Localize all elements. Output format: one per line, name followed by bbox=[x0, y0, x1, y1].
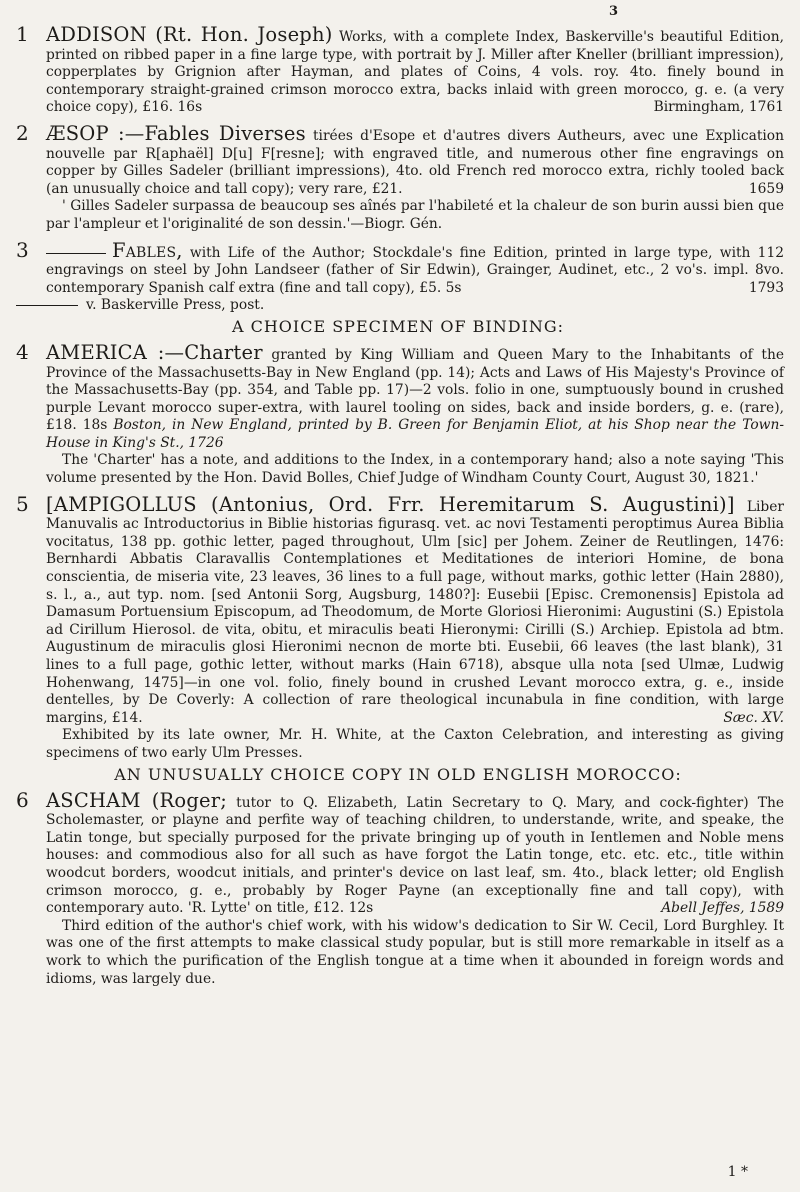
catalogue-entry bbox=[12, 120, 784, 234]
page-number: 3 bbox=[608, 4, 618, 19]
entry-number: 2 bbox=[16, 120, 29, 145]
entry-place: Abell Jeffes, 1589 bbox=[661, 900, 784, 917]
section-subtitle: AN UNUSUALLY CHOICE COPY IN OLD ENGLISH MOROCCO: bbox=[114, 764, 682, 784]
catalogue-entry bbox=[12, 787, 784, 989]
entry-place: Boston, in New England, printed by B. Green for Benjamin Eliot, at his Shop near the Town-House in King's St., 1726 bbox=[46, 417, 784, 451]
entry-description: granted by King William and Queen Mary to the Inhabitants of the Province of the Massachusetts-Bay in New England (pp. 14); Acts and Laws of His Majesty's Province of the Massachusetts-Bay (pp. 354, and Table pp. 17)—2 vols. folio in one, sumptuously bound in crushed purple Levant morocco super-extra, with laurel tooling on sides, back and inside borders, g. e. (rare), £18. 18s bbox=[46, 346, 785, 434]
catalogue-entry bbox=[12, 491, 784, 763]
entry-place: Sæc. XV. bbox=[723, 709, 784, 726]
entry-author: ASCHAM (Roger; bbox=[46, 788, 228, 812]
entry-author: ADDISON (Rt. Hon. Joseph) bbox=[46, 23, 333, 46]
entry-author: [AMPIGOLLUS (Antonius, Ord. Frr. Heremitarum S. Augustini)] bbox=[46, 492, 735, 516]
entry-description: Liber Manuvalis ac Introductorius in Biblie historias figurasq. vet. ac novi Testamenti peroptimus Aurea Biblia vocitatus, 138 pp. gothic letter, paged throughout, Ulm [sic] per Johem. Zeiner de Reutlingen, 1476: Bernhardi Abbatis Claravallis Contemplationes et Meditationes de interiori Homine, de bona conscientia, de miseria vite, 23 leaves, 36 lines to a full page, without marks, gothic letter (Hain 2880), s. l., a., aut typ. nom. [sed Antonii Sorg, Augsburg, 1480?]: Eusebii [Episc. Cremonensis] Epistola ad Damasum Portuensium Episcopum, ad Theodomum, de Morte Gloriosi Hieronimi: Augustini (S.) Epistola ad Cirillum Hierosol. de vita, obitu, et miraculis beati Hieronymi: Cirilli (S.) Archiep. Epistola ad btm. Augustinum de miraculis glosi Hieronimi necnon de morte bti. Eusebii, 66 leaves (the last blank), 31 lines to a full page, gothic letter, without marks (Hain 6718), absque ulla nota [sed Ulmæ, Ludwig Hohenwang, 1475]—in one vol. folio, finely bound in crushed Levant morocco extra, g. e., inside dentelles, by De Coverly: A collection of rare theological incunabula in fine condition, with large margins, £14. bbox=[46, 498, 784, 726]
entry-description: tirées d'Esope et d'autres divers Autheurs, avec une Explication nouvelle par R[aphaël] D[u] F[resne]; with engraved title, and numerous other fine engravings on copper by Gilles Sadeler (brilliant impressions), 4to. old French red morocco extra, richly tooled back (an unusually choice and tall copy); very rare, £21. bbox=[46, 127, 784, 197]
entry-number: 3 bbox=[16, 237, 29, 262]
entry-number: 6 bbox=[16, 787, 29, 812]
entry-number: 4 bbox=[16, 339, 29, 364]
entry-author: AMERICA :—Charter bbox=[46, 340, 263, 364]
entry-author: ÆSOP :—Fables Diverses bbox=[46, 121, 306, 145]
entry-number: 1 bbox=[16, 22, 29, 46]
entry-place: 1793 bbox=[748, 279, 784, 296]
entry-place: 1659 bbox=[748, 180, 784, 197]
ditto-rule bbox=[16, 305, 78, 306]
catalogue-entry bbox=[12, 237, 785, 315]
catalogue-entry bbox=[12, 339, 785, 488]
entry-number: 5 bbox=[16, 491, 29, 516]
entry-place: Birmingham, 1761 bbox=[653, 99, 784, 116]
entry-description: tutor to Q. Elizabeth, Latin Secretary to Q. Mary, and cock-fighter) The Scholemaster, or playne and perfite way of teaching children, to understande, write, and speake, the Latin tonge, but specially purposed for the private bringing up of youth in Ientlemen and Noble mens houses: and commodious also for all such as have forgot the Latin tonge, etc. etc. etc., title within woodcut borders, woodcut initials, and printer's device on last leaf, sm. 4to., black letter; old English crimson morocco, g. e., probably by Roger Payne (an exceptionally fine and tall copy), with contemporary auto. 'R. Lytte' on title, £12. 12s bbox=[46, 794, 784, 917]
entry-note: The 'Charter' has a note, and additions to the Index, in a contemporary hand; also a note saying 'This volume presented by the Hon. David Bolles, Chief Judge of Windham County Court, August 30, 1821.' bbox=[46, 452, 784, 487]
cross-reference: v. Baskerville Press, post. bbox=[46, 297, 784, 315]
ditto-rule bbox=[46, 253, 106, 254]
catalogue-entry bbox=[12, 24, 784, 117]
entry-description: Works, with a complete Index, Baskerville's beautiful Edition, printed on ribbed paper in a fine large type, with portrait by J. Miller after Kneller (brilliant impression), copperplates by Grignion after Hayman, and plates of Coins, 4 vols. roy. 4to. finely bound in contemporary straight-grained crimson morocco extra, backs inlaid with green morocco, g. e. (a very choice copy), £16. 16s bbox=[46, 29, 784, 116]
section-subtitle: A CHOICE SPECIMEN OF BINDING: bbox=[231, 316, 565, 336]
entry-description: with Life of the Author; Stockdale's fine Edition, printed in large type, with 112 engravings on steel by John Landseer (father of Sir Edwin), Grainger, Audinet, etc., 2 vo's. impl. 8vo. contemporary Spanish calf extra (fine and tall copy), £5. 5s bbox=[46, 244, 785, 296]
entry-note: ' Gilles Sadeler surpassa de beaucoup ses aînés par l'habileté et la chaleur de son burin aussi bien que par l'ampleur et l'originalité de son dessin.'—Biogr. Gén. bbox=[46, 198, 784, 232]
entry-note: Exhibited by its late owner, Mr. H. White, at the Caxton Celebration, and interesting as giving specimens of two early Ulm Presses. bbox=[46, 727, 784, 761]
entry-note: Third edition of the author's chief work, with his widow's dedication to Sir W. Cecil, Lord Burghley. It was one of the first attempts to make classical study popular, but is still more remarkable in itself as a work to which the purification of the English tongue at a time when it abounded in foreign words and idioms, was largely due. bbox=[46, 917, 784, 987]
entry-author: Fables, bbox=[112, 238, 183, 262]
signature-mark: 1 * bbox=[727, 1164, 748, 1180]
